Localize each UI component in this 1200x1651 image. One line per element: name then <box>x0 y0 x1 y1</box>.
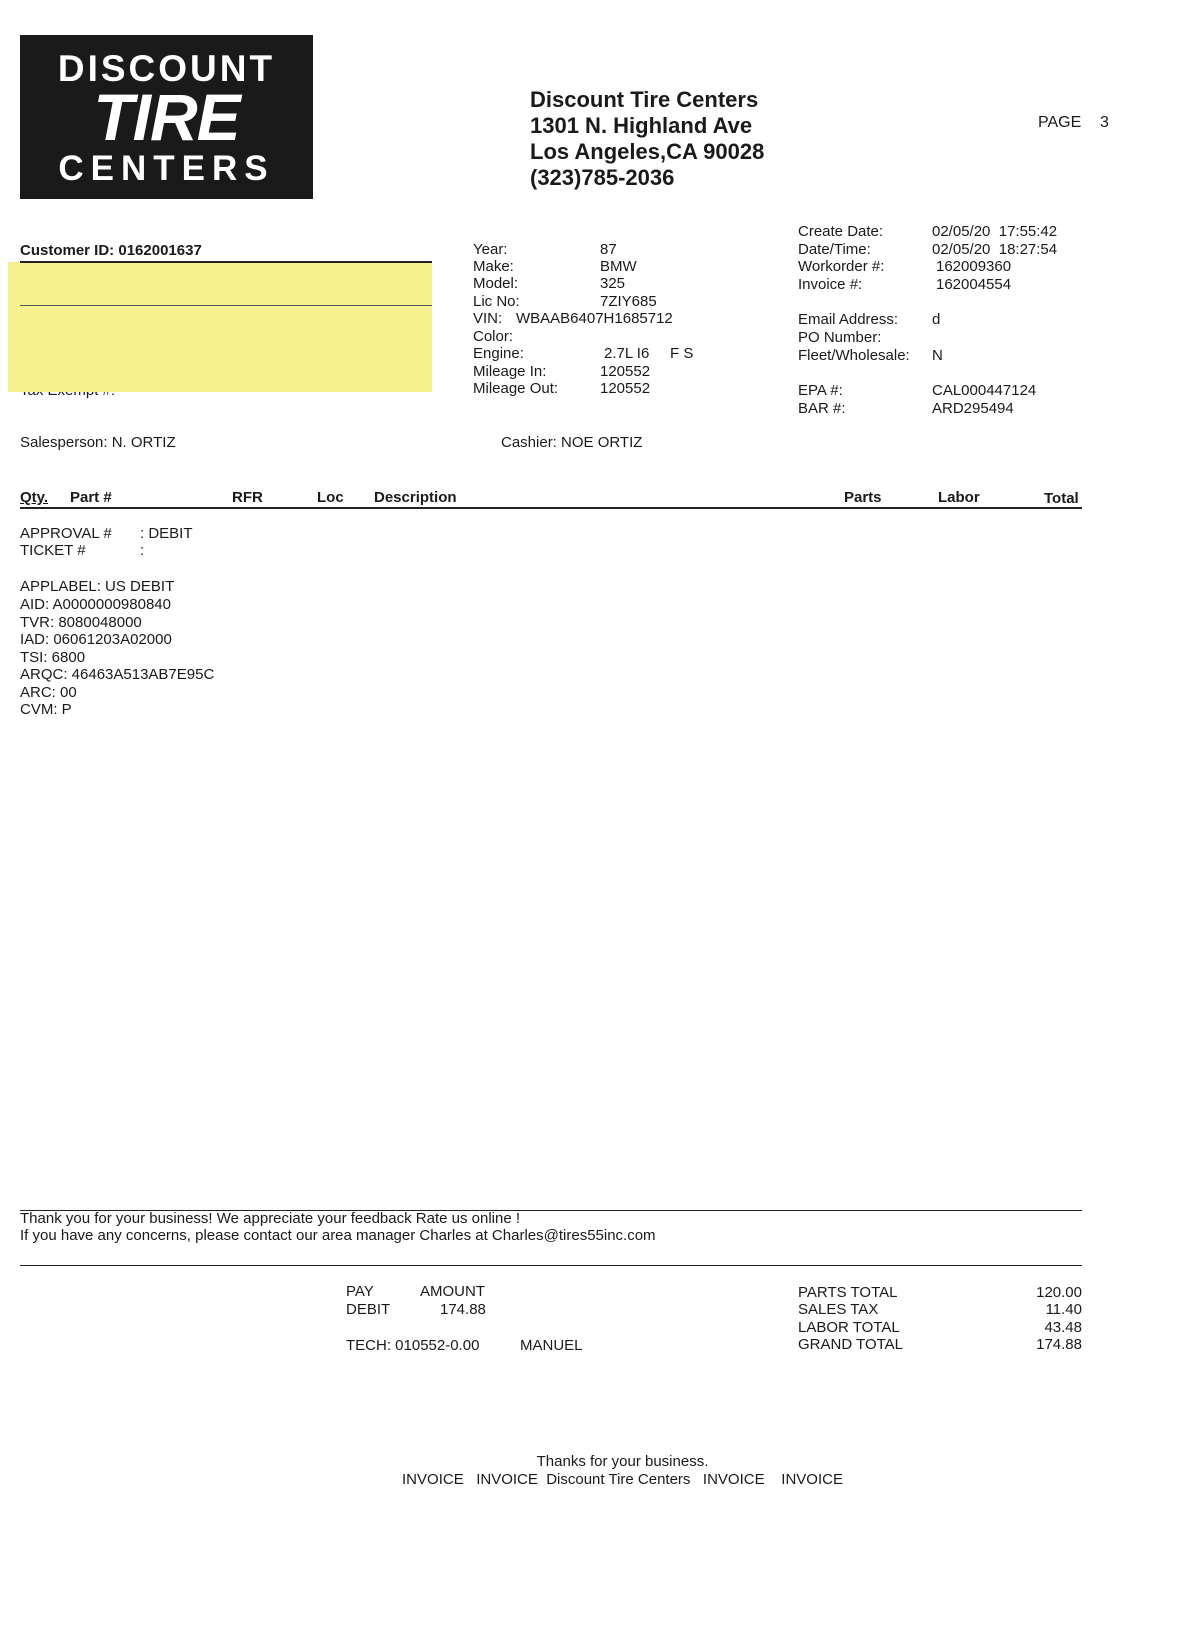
col-parts: Parts <box>844 489 882 506</box>
col-loc: Loc <box>317 489 344 506</box>
model-label: Model: <box>473 275 519 292</box>
approval-label: APPROVAL # <box>20 525 112 542</box>
lic-label: Lic No: <box>473 293 520 310</box>
col-labor: Labor <box>938 489 980 506</box>
col-qty: Qty. <box>20 489 49 506</box>
parts-total-value: 120.00 <box>1036 1284 1082 1301</box>
mileage-in-label: Mileage In: <box>473 363 547 380</box>
year-value: 87 <box>600 241 617 258</box>
epa-label: EPA #: <box>798 382 843 399</box>
engine-label: Engine: <box>473 345 524 362</box>
customer-divider <box>20 261 432 263</box>
po-label: PO Number: <box>798 329 882 346</box>
footer-contact: If you have any concerns, please contact our area manager Charles at Charles@tires55inc.com <box>20 1227 656 1244</box>
bar-value: ARD295494 <box>932 400 1014 417</box>
grand-total-value: 174.88 <box>1036 1336 1082 1353</box>
lic-value: 7ZIY685 <box>600 293 657 310</box>
payment-line: APPLABEL: US DEBIT <box>20 578 175 595</box>
store-phone: (323)785-2036 <box>530 165 675 190</box>
datetime-label: Date/Time: <box>798 241 871 258</box>
page-number: 3 <box>1100 114 1109 131</box>
labor-total-label: LABOR TOTAL <box>798 1319 900 1336</box>
store-name: Discount Tire Centers <box>530 87 759 112</box>
invoice-label: Invoice #: <box>798 276 863 293</box>
make-value: BMW <box>600 258 637 275</box>
pay-method: DEBIT <box>346 1301 391 1318</box>
payment-line: ARQC: 46463A513AB7E95C <box>20 666 215 683</box>
payment-line: TSI: 6800 <box>20 649 86 666</box>
closing-invoice-line: INVOICE INVOICE Discount Tire Centers INVOICE INVOICE <box>402 1471 843 1488</box>
email-label: Email Address: <box>798 311 899 328</box>
parts-total-label: PARTS TOTAL <box>798 1284 898 1301</box>
sales-tax-value: 11.40 <box>1045 1301 1082 1318</box>
footer-bottom-rule <box>20 1265 1082 1266</box>
tech: TECH: 010552-0.00 <box>346 1337 480 1354</box>
logo-text-centers: CENTERS <box>58 149 275 188</box>
color-label: Color: <box>473 328 514 345</box>
customer-id-value: 0162001637 <box>118 242 202 259</box>
col-description: Description <box>374 489 457 506</box>
workorder-value: 162009360 <box>936 258 1012 275</box>
col-total: Total <box>1044 490 1079 507</box>
approval-value: : DEBIT <box>140 525 193 542</box>
payment-line: IAD: 06061203A02000 <box>20 631 172 648</box>
company-logo <box>20 35 313 199</box>
store-city: Los Angeles,CA 90028 <box>530 139 765 164</box>
datetime-value: 02/05/20 18:27:54 <box>932 241 1058 258</box>
store-street: 1301 N. Highland Ave <box>530 113 753 138</box>
logo-text-tire: TIRE <box>93 80 240 154</box>
epa-value: CAL000447124 <box>932 382 1037 399</box>
make-label: Make: <box>473 258 514 275</box>
fleet-value: N <box>932 347 943 364</box>
closing-thanks: Thanks for your business. <box>536 1453 709 1470</box>
ticket-value: : <box>140 542 145 559</box>
engine-value: 2.7L I6 <box>604 345 650 362</box>
store-address-block <box>530 87 764 191</box>
create-date-value: 02/05/20 17:55:42 <box>932 223 1058 240</box>
create-date-label: Create Date: <box>798 223 884 240</box>
page-label: PAGE <box>1038 114 1082 131</box>
pay-label: PAY <box>346 1283 374 1300</box>
customer-id <box>20 242 202 259</box>
model-value: 325 <box>600 275 626 292</box>
engine-code: F S <box>670 345 694 362</box>
email-value: d <box>932 311 941 328</box>
mileage-in-value: 120552 <box>600 363 651 380</box>
salesperson: Salesperson: N. ORTIZ <box>20 434 176 451</box>
vin-label: VIN: <box>473 310 503 327</box>
payment-line: AID: A0000000980840 <box>20 596 171 613</box>
year-label: Year: <box>473 241 508 258</box>
tech-name: MANUEL <box>520 1337 583 1354</box>
footer-thanks: Thank you for your business! We appreciate your feedback Rate us online ! <box>20 1210 521 1227</box>
payment-line: TVR: 8080048000 <box>20 614 142 631</box>
payment-line: CVM: P <box>20 701 72 718</box>
amount-label: AMOUNT <box>420 1283 485 1300</box>
mileage-out-label: Mileage Out: <box>473 380 559 397</box>
grand-total-label: GRAND TOTAL <box>798 1336 904 1353</box>
sales-tax-label: SALES TAX <box>798 1301 879 1318</box>
pay-amount: 174.88 <box>440 1301 486 1318</box>
logo-text-discount: DISCOUNT <box>57 48 276 89</box>
labor-total-value: 43.48 <box>1044 1319 1082 1336</box>
fleet-label: Fleet/Wholesale: <box>798 347 910 364</box>
cashier: Cashier: NOE ORTIZ <box>501 434 643 451</box>
customer-divider-2 <box>20 305 432 306</box>
redaction-highlight <box>8 262 432 392</box>
bar-label: BAR #: <box>798 400 846 417</box>
mileage-out-value: 120552 <box>600 380 651 397</box>
invoice-value: 162004554 <box>936 276 1012 293</box>
payment-line: ARC: 00 <box>20 684 77 701</box>
col-part: Part # <box>70 489 112 506</box>
workorder-label: Workorder #: <box>798 258 885 275</box>
table-header-rule <box>20 507 1082 509</box>
vin-value: WBAAB6407H1685712 <box>516 310 673 327</box>
ticket-label: TICKET # <box>20 542 86 559</box>
customer-id-label: Customer ID: <box>20 242 115 259</box>
col-rfr: RFR <box>232 489 263 506</box>
